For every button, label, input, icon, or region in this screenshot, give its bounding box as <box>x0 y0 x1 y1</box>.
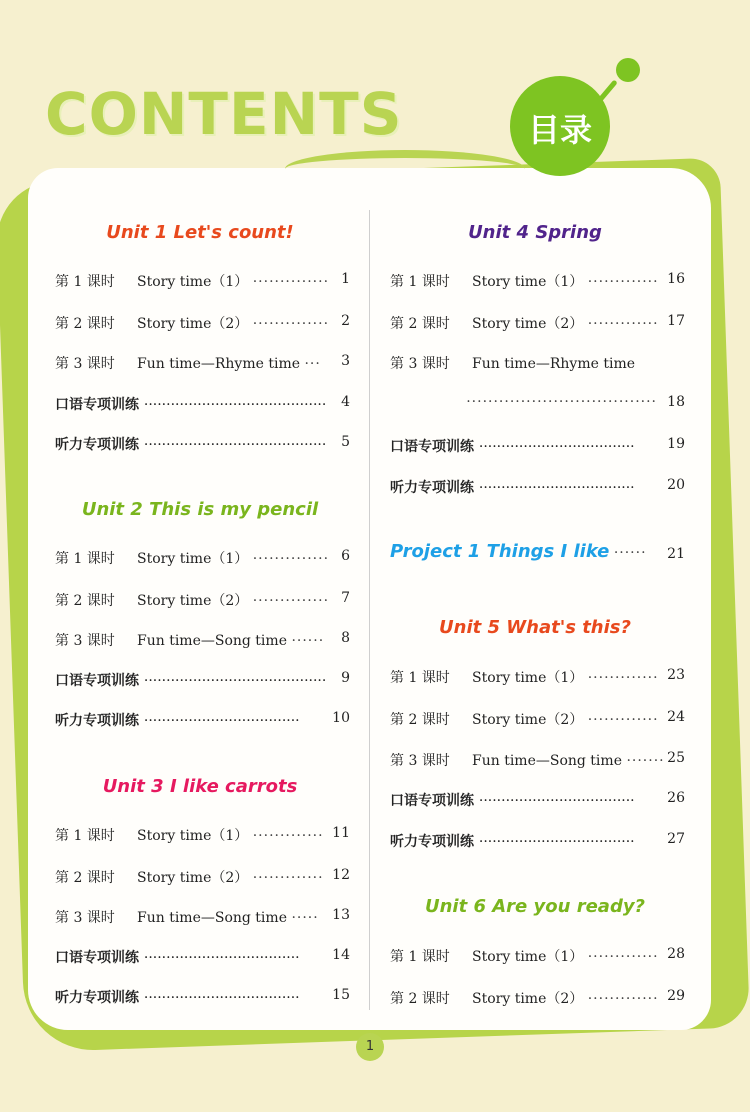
unit-2-heading: Unit 2 This is my pencil <box>81 499 319 520</box>
leader-dots: ··································· <box>478 480 635 496</box>
page-number: 15 <box>332 987 350 1003</box>
lesson-topic: Story time（2） <box>137 593 249 609</box>
toc-entry[interactable] <box>55 353 350 373</box>
toc-entry[interactable] <box>390 271 685 291</box>
unit-3-heading: Unit 3 I like carrots <box>102 776 298 797</box>
lesson-label: 第 1 课时 <box>55 551 115 567</box>
page-number: 14 <box>332 947 350 963</box>
lesson-topic: Story time（2） <box>137 316 249 332</box>
toc-entry[interactable] <box>390 831 685 851</box>
lesson-label: 第 1 课时 <box>390 949 450 965</box>
toc-entry[interactable] <box>55 825 350 845</box>
toc-entry[interactable] <box>55 867 350 887</box>
leader-dots: ············· <box>252 870 324 886</box>
page-number: 25 <box>667 750 685 766</box>
lesson-topic: Story time（2） <box>472 991 584 1007</box>
toc-entry[interactable] <box>55 630 350 650</box>
section-label: 口语专项训练 <box>55 397 139 413</box>
toc-entry[interactable] <box>390 750 685 770</box>
section-label: 口语专项训练 <box>55 950 139 966</box>
leader-dots: ············· <box>587 670 659 686</box>
lesson-topic: Story time（1） <box>472 949 584 965</box>
page-number: 1 <box>341 271 350 287</box>
page-number: 18 <box>667 394 685 410</box>
lesson-topic: Story time（1） <box>472 670 584 686</box>
toc-entry[interactable] <box>390 436 685 456</box>
lesson-label: 第 3 课时 <box>390 753 450 769</box>
section-label: 听力专项训练 <box>55 713 139 729</box>
page-number: 7 <box>341 590 350 606</box>
toc-entry[interactable] <box>390 709 685 729</box>
toc-entry[interactable] <box>55 590 350 610</box>
toc-entry[interactable] <box>55 271 350 291</box>
lesson-topic: Story time（1） <box>137 551 249 567</box>
toc-entry[interactable] <box>55 947 350 967</box>
page-number-badge: 1 <box>356 1033 384 1061</box>
project-1-heading: Project 1 Things I like <box>390 541 610 562</box>
lesson-label: 第 2 课时 <box>390 712 450 728</box>
leader-dots: ········································· <box>143 673 327 689</box>
lesson-label: 第 2 课时 <box>390 991 450 1007</box>
leader-dots: ············· <box>587 949 659 965</box>
toc-entry[interactable] <box>55 313 350 333</box>
toc-entry[interactable] <box>390 667 685 687</box>
lesson-topic: Story time（2） <box>472 316 584 332</box>
lesson-label: 第 3 课时 <box>55 356 115 372</box>
leader-dots: ··································· <box>478 439 635 455</box>
leader-dots: ········································· <box>143 437 327 453</box>
leader-dots: ·············· <box>252 274 330 290</box>
toc-entry[interactable] <box>390 313 685 333</box>
page-number: 11 <box>332 825 350 841</box>
lesson-topic: Fun time—Song time <box>137 633 287 649</box>
column-divider <box>369 210 370 1010</box>
page-title: CONTENTS <box>45 80 403 148</box>
page-number: 21 <box>667 546 685 562</box>
page-number: 4 <box>341 394 350 410</box>
leader-dots: ······ <box>613 545 647 561</box>
page-number: 8 <box>341 630 350 646</box>
page-number: 9 <box>341 670 350 686</box>
lesson-label: 第 2 课时 <box>55 593 115 609</box>
leader-dots: ··································· <box>143 950 300 966</box>
page-number: 26 <box>667 790 685 806</box>
title-swoosh <box>285 150 525 188</box>
toc-entry[interactable] <box>55 907 350 927</box>
leader-dots: ········································· <box>143 397 327 413</box>
toc-entry[interactable] <box>55 987 350 1007</box>
section-label: 听力专项训练 <box>55 990 139 1006</box>
leader-dots: ··· <box>304 356 321 372</box>
page-number: 6 <box>341 548 350 564</box>
lesson-topic: Story time（2） <box>137 870 249 886</box>
toc-entry[interactable] <box>390 988 685 1008</box>
leader-dots: ············· <box>587 991 659 1007</box>
lesson-label: 第 2 课时 <box>390 316 450 332</box>
leader-dots: ············· <box>252 828 324 844</box>
page-number: 13 <box>332 907 350 923</box>
lesson-label: 第 1 课时 <box>390 274 450 290</box>
lesson-topic: Story time（1） <box>472 274 584 290</box>
section-label: 口语专项训练 <box>390 793 474 809</box>
section-label: 听力专项训练 <box>390 834 474 850</box>
lesson-label: 第 1 课时 <box>390 670 450 686</box>
page-number: 5 <box>341 434 350 450</box>
leader-dots: ····· <box>291 910 319 926</box>
page-number: 2 <box>341 313 350 329</box>
lesson-topic: Story time（1） <box>137 274 249 290</box>
badge-dot <box>616 58 640 82</box>
leader-dots: ·············· <box>252 316 330 332</box>
lesson-label: 第 3 课时 <box>390 356 450 372</box>
page-number: 12 <box>332 867 350 883</box>
lesson-label: 第 3 课时 <box>55 633 115 649</box>
lesson-topic: Fun time—Song time <box>137 910 287 926</box>
lesson-topic: Fun time—Rhyme time <box>137 356 301 372</box>
project-1-entry[interactable] <box>390 541 685 562</box>
lesson-topic: Story time（2） <box>472 712 584 728</box>
toc-entry[interactable] <box>390 477 685 497</box>
page-number: 19 <box>667 436 685 452</box>
lesson-label: 第 2 课时 <box>55 870 115 886</box>
lesson-label: 第 2 课时 <box>55 316 115 332</box>
unit-6-heading: Unit 6 Are you ready? <box>424 896 646 917</box>
page-number: 27 <box>667 831 685 847</box>
section-label: 听力专项训练 <box>55 437 139 453</box>
page-number: 20 <box>667 477 685 493</box>
page-number: 10 <box>332 710 350 726</box>
toc-entry[interactable] <box>390 790 685 810</box>
page-number: 29 <box>667 988 685 1004</box>
toc-entry[interactable] <box>55 670 350 690</box>
unit-5-heading: Unit 5 What's this? <box>439 617 631 638</box>
page-number: 17 <box>667 313 685 329</box>
page-number: 23 <box>667 667 685 683</box>
toc-entry[interactable] <box>55 548 350 568</box>
leader-dots: ············· <box>587 274 659 290</box>
leader-dots: ·············· <box>252 593 330 609</box>
leader-dots: ··································· <box>143 713 300 729</box>
leader-dots: ······ <box>291 633 325 649</box>
lesson-label: 第 1 课时 <box>55 274 115 290</box>
toc-entry[interactable] <box>55 710 350 730</box>
unit-4-heading: Unit 4 Spring <box>468 222 602 243</box>
toc-entry[interactable] <box>55 394 350 414</box>
leader-dots: ······· <box>626 753 665 769</box>
leader-dots: ··································· <box>478 834 635 850</box>
page-number: 24 <box>667 709 685 725</box>
leader-dots: ············· <box>587 316 659 332</box>
badge-stem <box>597 79 618 102</box>
unit-1-heading: Unit 1 Let's count! <box>106 222 294 243</box>
leader-dots: ··································· <box>143 990 300 1006</box>
section-label: 口语专项训练 <box>390 439 474 455</box>
toc-entry[interactable] <box>390 946 685 966</box>
lesson-label: 第 1 课时 <box>55 828 115 844</box>
lesson-topic: Story time（1） <box>137 828 249 844</box>
lesson-topic: Fun time—Rhyme time <box>472 356 636 372</box>
lesson-label: 第 3 课时 <box>55 910 115 926</box>
page-number: 16 <box>667 271 685 287</box>
leader-dots: ··································· <box>478 793 635 809</box>
leader-dots: ············· <box>587 712 659 728</box>
page-number: 3 <box>341 353 350 369</box>
contents-badge <box>510 68 640 178</box>
badge-text: 目录 <box>527 111 592 149</box>
lesson-topic: Fun time—Song time <box>472 753 622 769</box>
toc-entry[interactable] <box>55 434 350 454</box>
section-label: 听力专项训练 <box>390 480 474 496</box>
page-number: 28 <box>667 946 685 962</box>
leader-dots: ·············· <box>252 551 330 567</box>
section-label: 口语专项训练 <box>55 673 139 689</box>
toc-entry[interactable] <box>390 353 685 373</box>
toc-entry-continued[interactable] <box>390 394 685 410</box>
leader-dots: ··································· <box>466 394 657 410</box>
